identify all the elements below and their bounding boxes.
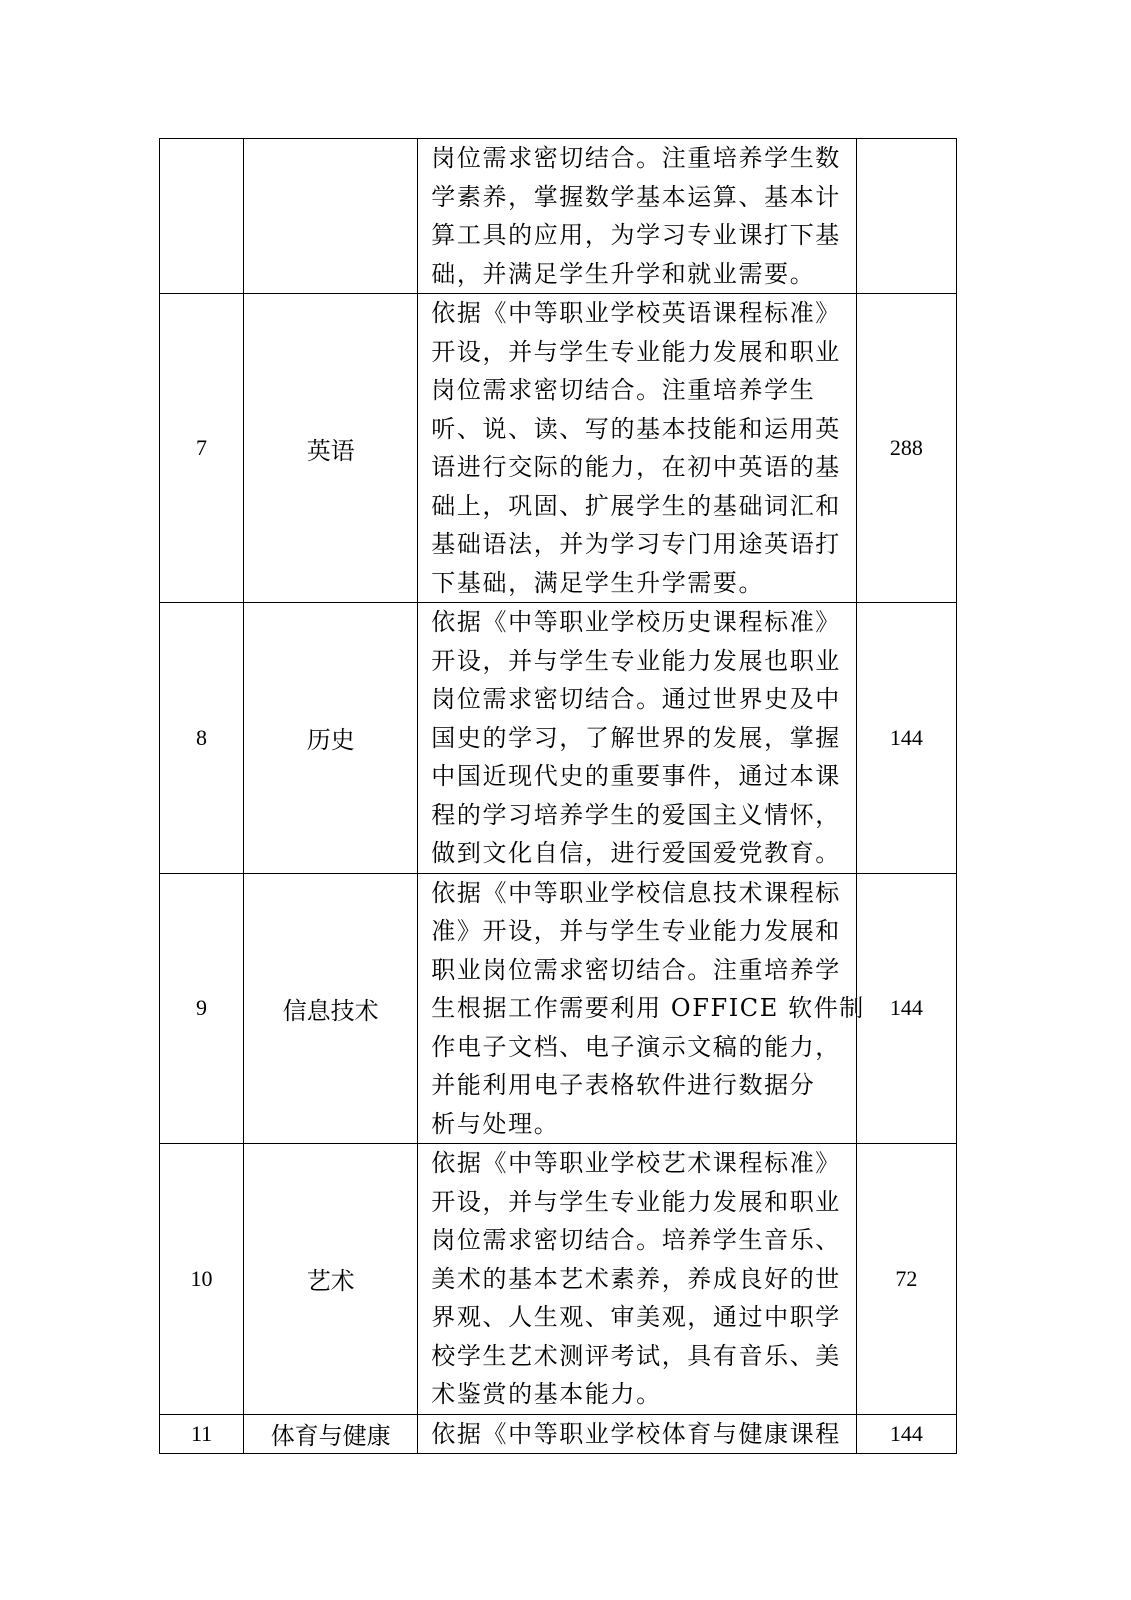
description-line: 算工具的应用，为学习专业课打下基 — [431, 221, 841, 249]
description-line: 做到文化自信，进行爱国爱党教育。 — [431, 839, 841, 867]
description-line: 岗位需求密切结合。注重培养学生 — [431, 376, 816, 404]
course-number: 10 — [160, 1144, 244, 1415]
description-line: 国史的学习，了解世界的发展，掌握 — [431, 723, 841, 752]
description-line: 中国近现代史的重要事件，通过本课 — [431, 762, 841, 790]
table-row — [160, 873, 957, 1144]
description-line: 术鉴赏的基本能力。 — [431, 1380, 662, 1408]
course-table — [159, 138, 957, 1454]
description-line: 职业岗位需求密切结合。注重培养学 — [431, 955, 841, 984]
description-line: 础上，巩固、扩展学生的基础词汇和 — [431, 491, 841, 520]
course-hours: 72 — [856, 1144, 956, 1415]
course-hours — [856, 139, 956, 294]
description-line: 础，并满足学生升学和就业需要。 — [431, 259, 816, 288]
description-line: 依据《中等职业学校历史课程标准》 — [431, 608, 841, 636]
description-line: 下基础，满足学生升学需要。 — [431, 568, 765, 597]
description-line: 开设，并与学生专业能力发展和职业 — [431, 337, 841, 366]
table-row — [160, 603, 957, 874]
description-line: 并能利用电子表格软件进行数据分 — [431, 1071, 816, 1099]
table-row — [160, 139, 957, 294]
description-line: 学素养，掌握数学基本运算、基本计 — [431, 182, 841, 211]
description-line: 开设，并与学生专业能力发展也职业 — [431, 646, 841, 675]
course-description — [418, 1144, 857, 1415]
course-hours: 144 — [856, 1414, 956, 1454]
course-number: 9 — [160, 873, 244, 1144]
description-line: 依据《中等职业学校体育与健康课程 — [431, 1419, 841, 1448]
course-number: 7 — [160, 294, 244, 603]
description-line: 基础语法，并为学习专门用途英语打 — [431, 530, 841, 558]
description-line: 析与处理。 — [431, 1109, 560, 1138]
description-line: 听、说、读、写的基本技能和运用英 — [431, 414, 841, 443]
table-row — [160, 1414, 957, 1454]
description-line: 岗位需求密切结合。培养学生音乐、 — [431, 1226, 841, 1254]
description-line: 依据《中等职业学校信息技术课程标 — [431, 878, 841, 907]
description-line: 依据《中等职业学校艺术课程标准》 — [431, 1149, 841, 1177]
description-line: 界观、人生观、审美观，通过中职学 — [431, 1303, 841, 1331]
course-table-body — [160, 139, 957, 1454]
description-line: 作电子文档、电子演示文稿的能力， — [431, 1032, 841, 1061]
course-name: 信息技术 — [244, 873, 418, 1144]
description-line: 岗位需求密切结合。注重培养学生数 — [431, 144, 841, 172]
course-name: 体育与健康 — [244, 1414, 418, 1454]
description-line: 依据《中等职业学校英语课程标准》 — [431, 299, 841, 327]
course-description — [418, 294, 857, 603]
course-hours: 144 — [856, 873, 956, 1144]
course-description — [418, 873, 865, 1144]
course-name: 英语 — [244, 294, 418, 603]
course-hours: 288 — [856, 294, 956, 603]
description-line: 生根据工作需要利用 OFFICE 软件制 — [431, 994, 865, 1022]
course-number: 8 — [160, 603, 244, 874]
description-line: 美术的基本艺术素养，养成良好的世 — [431, 1264, 841, 1293]
course-description — [418, 603, 857, 874]
description-line: 岗位需求密切结合。通过世界史及中 — [431, 685, 841, 713]
description-line: 准》开设，并与学生专业能力发展和 — [431, 917, 841, 945]
course-name — [244, 139, 418, 294]
course-name: 历史 — [244, 603, 418, 874]
table-row — [160, 1144, 957, 1415]
course-description — [418, 1414, 857, 1454]
course-number: 11 — [160, 1414, 244, 1454]
course-name: 艺术 — [244, 1144, 418, 1415]
table-row — [160, 294, 957, 603]
description-line: 程的学习培养学生的爱国主义情怀， — [431, 800, 841, 829]
description-line: 语进行交际的能力，在初中英语的基 — [431, 453, 841, 481]
description-line: 校学生艺术测评考试，具有音乐、美 — [431, 1341, 841, 1370]
course-description — [418, 139, 857, 294]
description-line: 开设，并与学生专业能力发展和职业 — [431, 1187, 841, 1216]
course-hours: 144 — [856, 603, 956, 874]
course-number — [160, 139, 244, 294]
